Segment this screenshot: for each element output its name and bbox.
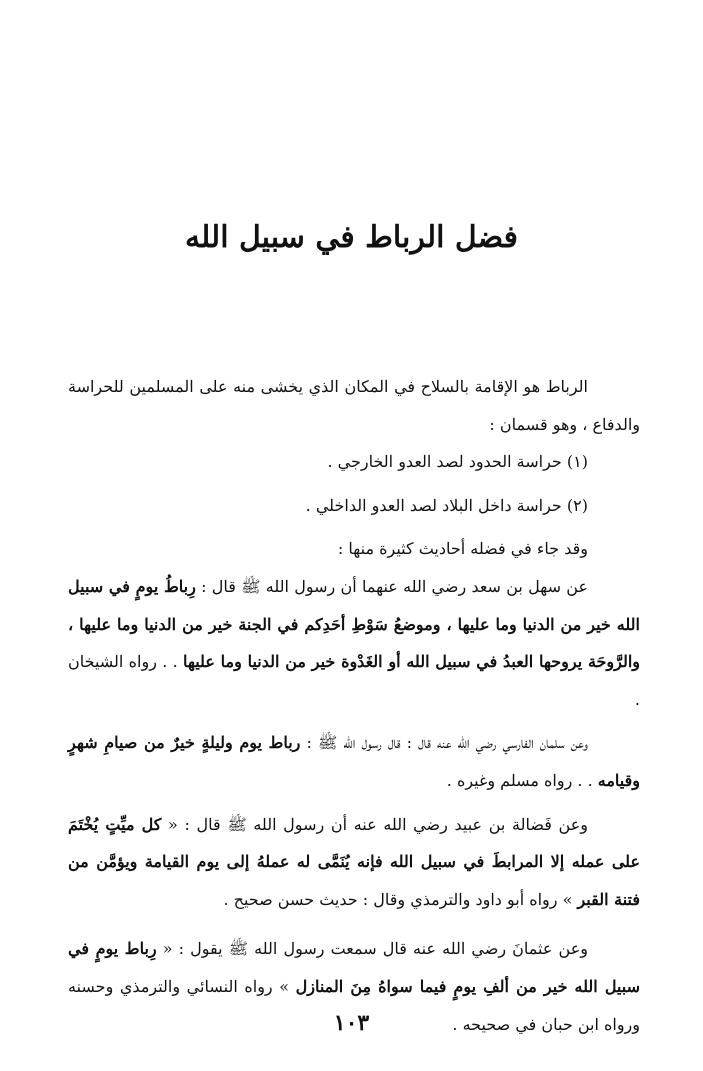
chapter-title: فضل الرباط في سبيل الله [185,220,518,255]
hadith-1-intro: عن سهل بن سعد رضي الله عنهما أن رسول الله ﷺ قال : [195,576,588,596]
hadith-paragraph-1 [68,568,640,718]
hadith-1-source: . . رواه الشيخان . [68,652,640,709]
hadith-1-text: رِباطُ يومٍ في سبيل الله خير من الدنيا وما عليها ، وموضعُ سَوْطِ أحَدِكم في الجنة خير من الدنيا وما عليها ، والرَّوحَة يروحها العبدُ في سبيل الله أو الغَدْوة خير من الدنيا وما عليها [68,576,641,672]
hadith-2-source: . . رواه مسلم وغيره . [446,770,598,790]
hadith-2-intro: وعن سلمان الفارسي رضي الله عنه قال : قال رسول الله ﷺ : [300,733,588,753]
hadith-4-text: رِباط يومٍ في سبيل الله خير من ألفِ يومٍ فيما سواهُ مِنَ المنازل [68,939,640,996]
hadith-2-text: رباط يوم وليلةٍ خيرٌ من صيامِ شهرٍ وقيامه [68,733,640,790]
hadith-3-source: » رواه أبو داود والترمذي وقال : حديث حسن صحيح . [223,889,578,909]
hadith-paragraph-2 [68,724,640,799]
hadith-intro: وقد جاء في فضله أحاديث كثيرة منها : [337,539,588,559]
hadith-4-intro: وعن عثمانَ رضي الله عنه قال سمعت رسول الله ﷺ يقول : « [156,939,588,959]
type-item-1: (١) حراسة الحدود لصد العدو الخارجي . [327,452,588,472]
hadith-3-text: كل ميِّتٍ يُخْتَمَ على عمله إلا المرابطَ في سبيل الله فإنه يُنَمَّى له عملهُ إلى يوم القيامة ويؤمَّن من فتنة القبر [68,814,640,909]
intro-paragraph: الرباط هو الإقامة بالسلاح في المكان الذي يخشى منه على المسلمين للحراسة والدفاع ، وهو قسمان : [68,377,640,434]
hadith-4-source: » رواه النسائي والترمذي وحسنه ورواه ابن حبان في صحيحه . [68,976,640,1034]
page-number: ١٠٣ [333,1010,370,1036]
hadith-paragraph-3 [68,806,640,919]
hadith-3-intro: وعن فَضالة بن عبيد رضي الله عنه أن رسول الله ﷺ قال : « [161,814,588,834]
chapter-body [68,368,640,1043]
type-item-2: (٢) حراسة داخل البلاد لصد العدو الداخلي . [305,495,588,515]
